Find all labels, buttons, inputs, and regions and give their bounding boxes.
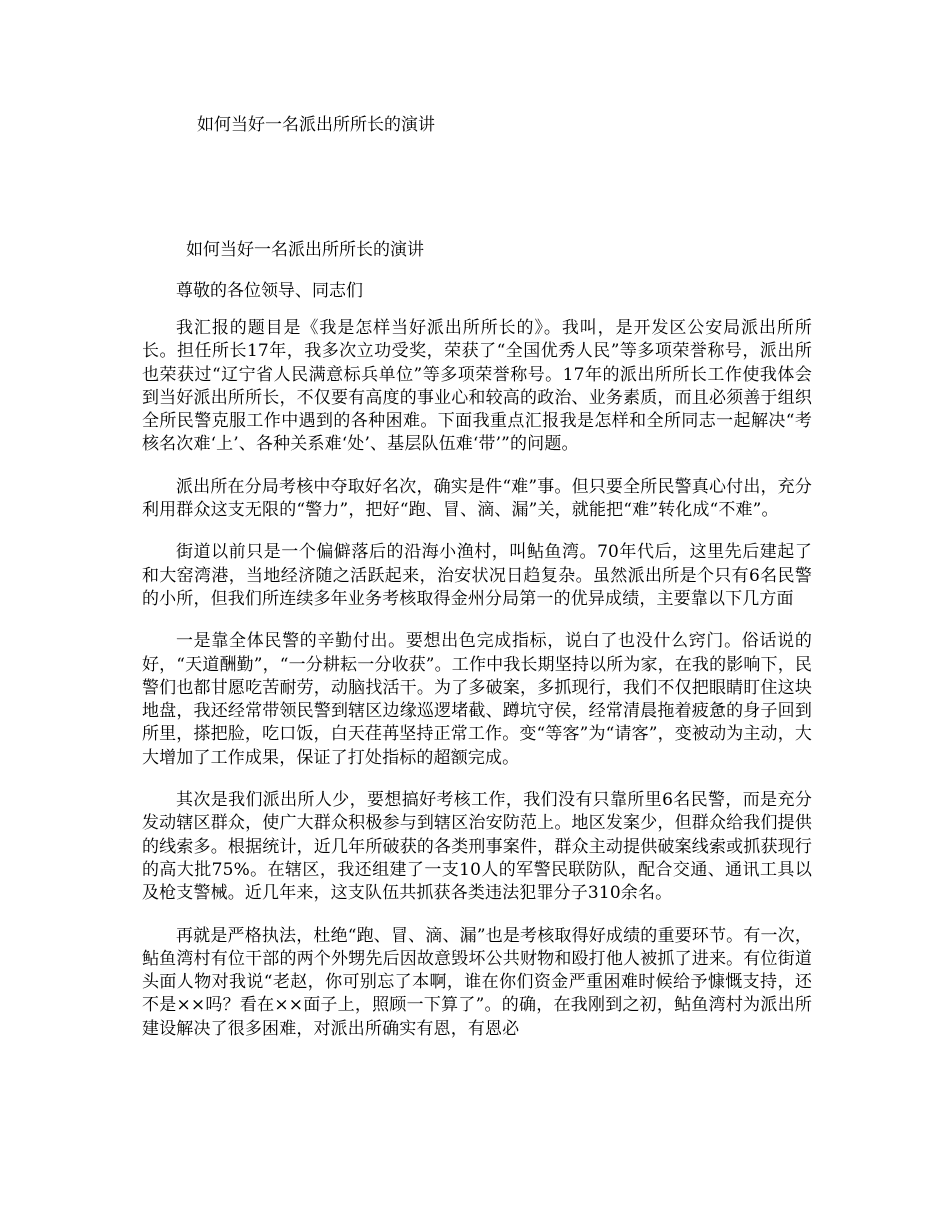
salutation: 尊敬的各位领导、同志们 bbox=[176, 281, 363, 301]
document-body bbox=[142, 238, 812, 1060]
cover-title: 如何当好一名派出所所长的演讲 bbox=[197, 115, 435, 135]
speech-heading: 如何当好一名派出所所长的演讲 bbox=[186, 240, 424, 260]
paragraph: 一是靠全体民警的辛勤付出。要想出色完成指标，说白了也没什么窍门。俗话说的好，“天道酬勤”，“一分耕耘一分收获”。工作中我长期坚持以所为家，在我的影响下，民警们也都甘愿吃苦耐劳，动脑找活干。为了多破案，多抓现行，我们不仅把眼睛盯住这块地盘，我还经常带领民警到辖区边缘巡逻堵截、蹲坑守侯，经常清晨拖着疲惫的身子回到所里，搽把脸，吃口饭，白天荏苒坚持正常工作。变“等客”为“请客”，变被动为主动，大大增加了工作成果，保证了打处指标的超额完成。 bbox=[142, 631, 812, 768]
paragraph: 再就是严格执法，杜绝“跑、冒、滴、漏”也是考核取得好成绩的重要环节。有一次，鲇鱼湾村有位干部的两个外甥先后因故意毁坏公共财物和殴打他人被抓了进来。有位街道头面人物对我说“老赵，你可别忘了本啊，谁在你们资金严重困难时候给予慷慨支持，还不是××吗？看在××面子上，照顾一下算了”。的确，在我刚到之初，鲇鱼湾村为派出所建设解决了很多困难，对派出所确实有恩，有恩必 bbox=[142, 925, 812, 1039]
paragraph: 其次是我们派出所人少，要想搞好考核工作，我们没有只靠所里6名民警，而是充分发动辖区群众，使广大群众积极参与到辖区治安防范上。地区发案少，但群众给我们提供的线索多。根据统计，近几年所破获的各类刑事案件，群众主动提供破案线索或抓获现行的高大批75%。在辖区，我还组建了一支10人的军警民联防队，配合交通、通讯工具以及枪支警械。近几年来，这支队伍共抓获各类违法犯罪分子310余名。 bbox=[142, 790, 812, 904]
paragraph: 派出所在分局考核中夺取好名次，确实是件“难”事。但只要全所民警真心付出，充分利用群众这支无限的“警力”，把好“跑、冒、滴、漏”关，就能把“难”转化成“不难”。 bbox=[142, 476, 812, 521]
paragraph: 街道以前只是一个偏僻落后的沿海小渔村，叫鲇鱼湾。70年代后，这里先后建起了和大窑湾港，当地经济随之活跃起来，治安状况日趋复杂。虽然派出所是个只有6名民警的小所，但我们所连续多年业务考核取得金州分局第一的优异成绩，主要靠以下几方面 bbox=[142, 542, 812, 609]
paragraph: 我汇报的题目是《我是怎样当好派出所所长的》。我叫，是开发区公安局派出所所长。担任所长17年，我多次立功受奖，荣获了“全国优秀人民”等多项荣誉称号，派出所也荣获过“辽宁省人民满意标兵单位”等多项荣誉称号。17年的派出所所长工作使我体会到当好派出所所长，不仅要有高度的事业心和较高的政治、业务素质，而且必须善于组织全所民警克服工作中遇到的各种困难。下面我重点汇报我是怎样和全所同志一起解决“考核名次难‘上’、各种关系难‘处’、基层队伍难‘带’”的问题。 bbox=[142, 318, 812, 455]
